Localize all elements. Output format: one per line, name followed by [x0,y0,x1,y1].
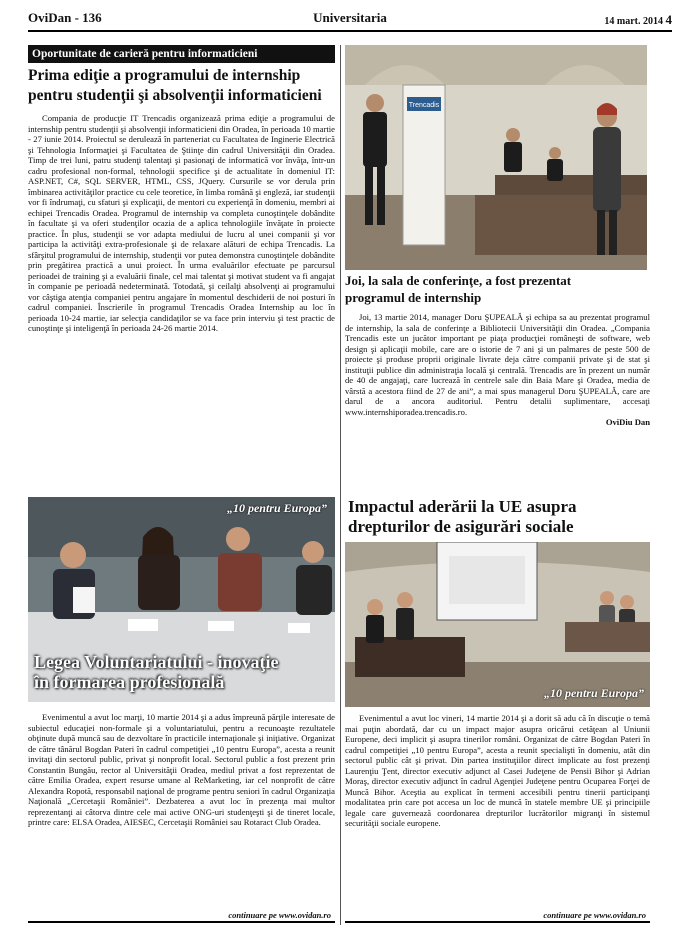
article4-paragraph: Evenimentul a avut loc vineri, 14 martie 2014 şi a dorit să adu că în discuţie o temă mai puţin abordată, dar cu un impact major asupra oricărui cetăţean al Uniunii Europene, deci implicit şi asupra tinerilor români. Organizat de către Bogdan Pateri în cadrul competiţiei „10 pentru Europa”, acesta a reunit specialişti în domeniu, atât din sectorul public cât şi privat. Din partea instituţiilor direct implicate au fost prezenţi Laurenţiu Ţent, director executiv adjunct al Casei Judeţene de Pensii Bihor şi Adrian Moraş, director executiv adjunct în cadrul Agenţiei Judeţene pentru Ocuparea Forţei de Muncă Bihor. Aceştia au explicat în termeni accesibili pentru tinerii participanţi modalitatea prin care pot accesa un loc de muncă în statele membre UE şi principiile legale care guvernează coordonarea drepturilor lucrătorilor migranţi în sistemul securităţii sociale europene. [345,713,650,828]
article1-title-line1: Prima ediţie a programului de internship [28,67,301,84]
section-name: Universitaria [313,10,387,25]
article2-signature: OviDiu Dan [605,417,650,427]
article2-body [345,312,650,487]
insurance-photo-badge: „10 pentru Europa” [543,686,644,700]
publication-issue: OviDan - 136 [28,10,102,25]
article4-title-line1: Impactul aderării la UE asupra [348,497,577,516]
article2-paragraph: Joi, 13 martie 2014, manager Doru ŞUPEALĂ şi echipa sa au prezentat programul de internship, la sala de conferinţe a Bibliotecii Universităţii din Oradea. „Compania Trencadis este un jucător important pe piaţa producţiei româneşti de software, web design şi aplicaţii mobile, care are o istorie de 7 ani şi un palmares de peste 500 de proiecte şi produse proprii originale livrate deja către companii private şi de stat şi instituţii publice din administraţia locală şi centrală. Trencadis are în prezent un număr de 40 de angajaţi, care lucrează în centrele sale din Baia Mare şi Oradea, media de vârstă a acestora fiind de 27 de ani”, a mai spus managerul Doru ŞUPEALĂ, care are darul de a ancora auditoriul. Pentru detalii suplimentare, accesaţi www.internshiporadea.trencadis.ro. [345,312,650,417]
article1-title [28,66,338,106]
article2-title-line1: Joi, la sala de conferinţe, a fost prezentat [345,273,572,288]
article4-continue-link[interactable]: continuare pe www.ovidan.ro [543,910,646,920]
article3-body [28,712,335,907]
article4-title [348,497,653,538]
conference-photo-image [345,45,647,270]
article3-continue-link[interactable]: continuare pe www.ovidan.ro [228,910,331,920]
social-insurance-photo-image [345,542,650,707]
article3-title [34,653,334,693]
article3-title-line2: în formarea profesională [34,671,225,692]
panel-discussion-photo [28,497,335,702]
article3-footer-rule [28,908,335,923]
article1-rubric: Oportunitate de carieră pentru informaticieni [28,45,335,63]
banner-logo-text: Trencadis [408,102,440,109]
article4-body [345,713,650,908]
article4-footer-rule [345,908,650,923]
article3-paragraph: Evenimentul a avut loc marţi, 10 martie 2014 şi a adus împreună părţile interesate de subiectul educaţiei non-formale şi a voluntariatului, pentru a recunoaşte rezultatele obţinute după muncă sau de dezvoltare în practicile internaţionale şi iniţiative. Organizat de către tânărul Bogdan Pateri în cadrul competiţiei „10 pentru Europa”, acesta a reunit invitaţi din sectorul public, privat şi nonprofit local. Sectorul public a fost prezent prin Constantin Bungău, rector al Universităţii Oradea, mediul privat a fost reprezentat de către Emilia Oradea, expert resurse umane al ReMarketing, iar cel nonprofit de către Alexandra Ropotă, responsabil naţional de programe pentru seniori în cadrul Organizaţia Naţională „Cercetaşii României”. Dezbaterea a avut loc în prezenţa mai multor reprezentanţi ai câtorva dintre cele mai active ONG-uri studenţeşti şi de tineret locale, printre care: ELSA Oradea, AIESEC, Cercetaşii României sau Rotaract Club Oradea. [28,712,335,827]
page-header [28,8,672,32]
article1-body [28,113,335,491]
page-number: 4 [665,12,672,27]
article4-title-line2: drepturilor de asigurări sociale [348,517,574,537]
article1-title-line2: pentru studenţii şi absolvenţii informaticieni [28,87,322,105]
column-divider [340,45,341,925]
article1-paragraph: Compania de producţie IT Trencadis organizează prima ediţie a programului de internship pentru studenţii şi absolvenţii informaticieni din Oradea, în perioada 10 martie - 27 iunie 2014. Proiectul se derulează în parteneriat cu Facultatea de Inginerie Electrică şi Tehnologia Informaţiei şi Facultatea de Ştiinţe din cadrul Universităţii din Oradea. Timp de trei luni, patru studenţi talentaţi şi pasionaţi de informatică vor învăţa, într-un cadru profesional non-formal, tehnologii specifice şi de actualitate în domeniul IT: ASP.NET, C#, SQL SERVER, HTML, CSS, JQuery. Cursurile se vor derula prin îmbinarea activităţilor practice cu cele teoretice, în limba română şi engleză, iar studenţii vor fi îndrumaţi, cu sfaturi şi explicaţii, de mentori cu experienţă în domeniu, membri ai echipei Trencadis Oradea. Programul de internship va completa cunoştinţele dobândite în facultate şi va oferi studenţilor ocazia de a aplica tehnologiile învăţate în proiecte practice. În plus, studenţii se vor adapta mediului de lucru al unei companii şi vor participa la activităţi extra-profesionale şi de relaxare alături de echipa Trencadis. La sfârşitul programului de internship, studenţii vor putea demonstra cunoştinţele dobândite prin pregătirea practică a unui proiect. În urma evaluărilor efectuate pe parcursul perioadei de training şi a evaluării finale, cel mai talentat şi motivat student va fi angajat în companie pe perioadă nedeterminată. Totodată, şi ceilalţi absolvenţi ai programului vor câştiga atenţia companiei pentru angajare în momentul deschiderii de noi posturi în cadrul companiei. Înscrierile în programul Trencadis Oradea Internship au loc în perioada 10-24 martie, iar selecţia candidaţilor se va face prin interviu şi test practic de cunoştinţe şi inteligenţă în perioada 24-26 martie 2014. [28,113,335,333]
article2-title [345,273,655,307]
article3-title-line1: Legea Voluntariatului - inovaţie [34,652,279,672]
panel-photo-badge: „10 pentru Europa” [226,501,327,515]
article2-title-line2: programul de internship [345,289,482,305]
social-insurance-photo [345,542,650,707]
issue-date: 14 mart. 2014 [604,16,663,27]
conference-photo [345,45,647,270]
issue-date-page [604,12,672,28]
